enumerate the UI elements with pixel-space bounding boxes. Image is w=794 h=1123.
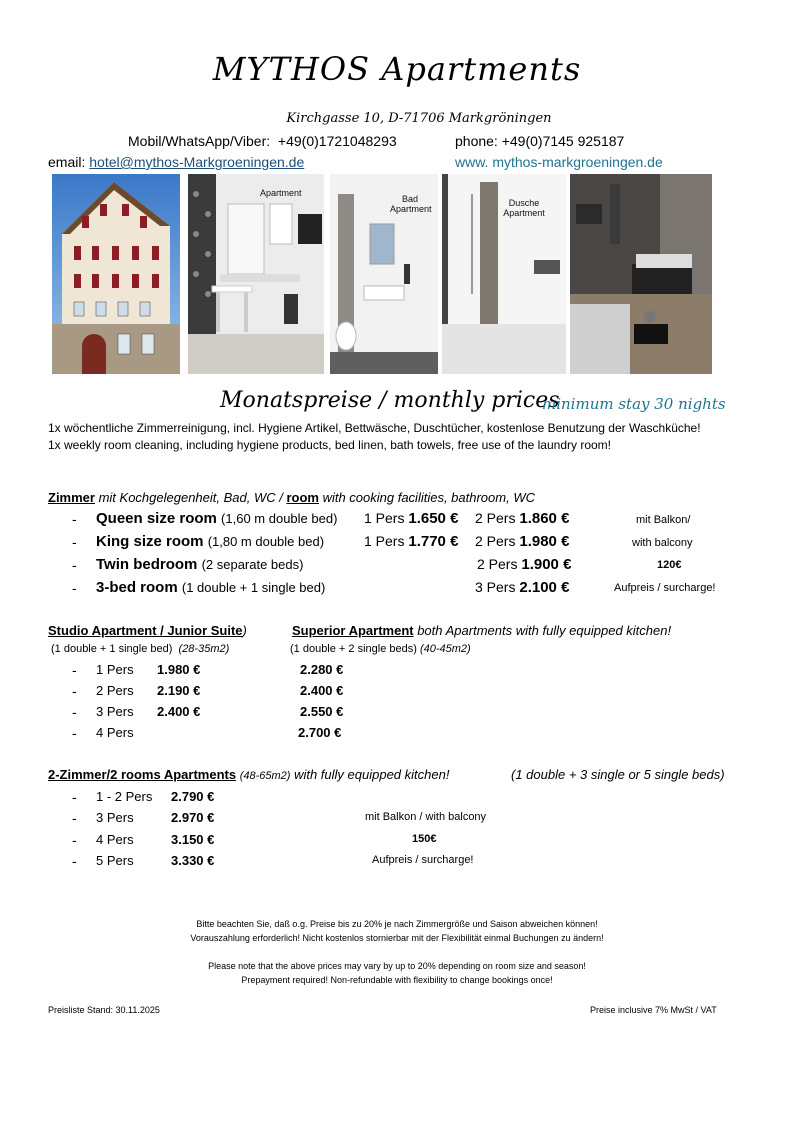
surcharge-amount: 120€ — [657, 559, 682, 571]
phone-label: phone: — [455, 133, 498, 149]
phone-line — [455, 133, 624, 149]
room-price-2: 2 Pers 1.900 € — [477, 556, 572, 573]
two-room-persons: 4 Pers — [96, 832, 134, 847]
list-dash: - — [72, 810, 77, 826]
page-title: MYTHOS Apartments — [212, 50, 582, 88]
shower-photo — [442, 174, 566, 374]
balcony-note: mit Balkon/ — [636, 514, 691, 526]
superior-price: 2.280 € — [300, 662, 344, 677]
email-label: email: — [48, 154, 86, 170]
apartment-photo — [188, 174, 324, 374]
list-dash: - — [72, 662, 77, 678]
mobile-label: Mobil/WhatsApp/Viber: — [128, 133, 271, 149]
bathroom-photo — [330, 174, 438, 374]
bathroom-photo-label: Bad Apartment — [390, 194, 432, 214]
building-photo — [52, 174, 180, 374]
footer-german-2: Vorauszahlung erforderlich! Nicht kostenlos stornierbar mit der Flexibilität einmal Buchungen zu ändern! — [190, 933, 604, 943]
footer-german-1: Bitte beachten Sie, daß o.g. Preise bis zu 20% je nach Zimmergröße und Saison abweichen können! — [196, 919, 598, 929]
room-name: Queen size room (1,60 m double bed) — [96, 510, 338, 527]
superior-price: 2.400 € — [300, 683, 344, 698]
studio-heading: Studio Apartment / Junior Suite) — [48, 623, 247, 638]
footer-english-1: Please note that the above prices may vary by up to 20% depending on room size and season! — [208, 961, 586, 971]
studio-price: 2.400 € — [157, 704, 201, 719]
studio-persons: 2 Pers — [96, 683, 134, 698]
rooms-heading — [48, 490, 535, 505]
monthly-heading: Monatspreise / monthly prices — [220, 388, 560, 413]
shower-photo-label: Dusche Apartment — [503, 198, 545, 218]
studio-persons: 1 Pers — [96, 662, 134, 677]
two-room-beds: (1 double + 3 single or 5 single beds) — [511, 767, 725, 782]
studio-persons: 3 Pers — [96, 704, 134, 719]
list-dash: - — [72, 789, 77, 805]
two-room-persons: 5 Pers — [96, 853, 134, 868]
superior-beds: (1 double + 2 single beds) (40-45m2) — [290, 643, 471, 655]
surcharge-note: Aufpreis / surcharge! — [372, 854, 474, 866]
rooms-heading-en-rest: with cooking facilities, bathroom, WC — [318, 490, 535, 505]
info-english: 1x weekly room cleaning, including hygiene products, bed linen, bath towels, free use of the laundry room! — [48, 438, 611, 452]
two-room-persons: 1 - 2 Pers — [96, 789, 153, 804]
list-dash: - — [72, 557, 77, 573]
price-list-date: Preisliste Stand: 30.11.2025 — [48, 1005, 160, 1015]
list-dash: - — [72, 832, 77, 848]
minimum-stay: minimum stay 30 nights — [542, 395, 726, 413]
room-price-2: 2 Pers 1.980 € — [475, 533, 570, 550]
two-room-persons: 3 Pers — [96, 810, 134, 825]
balcony-note: with balcony — [632, 537, 693, 549]
bedroom-photo — [570, 174, 712, 374]
mobile-number[interactable]: +49(0)1721048293 — [277, 133, 397, 149]
studio-beds: (1 double + 1 single bed) (28-35m2) — [51, 643, 230, 655]
address: Kirchgasse 10, D-71706 Markgröningen — [286, 111, 552, 126]
two-room-price: 2.790 € — [171, 789, 215, 804]
email-line — [48, 154, 304, 170]
studio-price: 2.190 € — [157, 683, 201, 698]
rooms-heading-en: room — [286, 490, 319, 505]
apartment-photo-label: Apartment — [260, 188, 302, 198]
list-dash: - — [72, 704, 77, 720]
list-dash: - — [72, 683, 77, 699]
room-price-2: 3 Pers 2.100 € — [475, 579, 570, 596]
superior-price: 2.550 € — [300, 704, 344, 719]
surcharge-note: Aufpreis / surcharge! — [614, 582, 716, 594]
balcony-note: mit Balkon / with balcony — [365, 811, 487, 823]
vat-note: Preise inclusive 7% MwSt / VAT — [590, 1005, 717, 1015]
list-dash: - — [72, 511, 77, 527]
room-name: 3-bed room (1 double + 1 single bed) — [96, 579, 326, 596]
rooms-heading-de: Zimmer — [48, 490, 95, 505]
two-room-price: 3.150 € — [171, 832, 215, 847]
studio-persons: 4 Pers — [96, 725, 134, 740]
rooms-heading-de-rest: mit Kochgelegenheit, Bad, WC / — [94, 490, 287, 505]
room-name: King size room (1,80 m double bed) — [96, 533, 325, 550]
footer-english-2: Prepayment required! Non-refundable with flexibility to change bookings once! — [241, 975, 553, 985]
two-room-heading: 2-Zimmer/2 rooms Apartments (48-65m2) with fully equipped kitchen! — [48, 767, 450, 782]
two-room-price: 3.330 € — [171, 853, 215, 868]
studio-price: 1.980 € — [157, 662, 201, 677]
room-price-1: 1 Pers 1.650 € — [364, 510, 459, 527]
two-room-price: 2.970 € — [171, 810, 215, 825]
superior-price: 2.700 € — [298, 725, 342, 740]
website-link[interactable]: www. mythos-markgroeningen.de — [455, 154, 663, 170]
superior-heading: Superior Apartment both Apartments with fully equipped kitchen! — [292, 623, 672, 638]
mobile-line — [128, 133, 397, 149]
list-dash: - — [72, 580, 77, 596]
list-dash: - — [72, 725, 77, 741]
email-link[interactable]: hotel@mythos-Markgroeningen.de — [89, 154, 305, 170]
list-dash: - — [72, 534, 77, 550]
room-name: Twin bedroom (2 separate beds) — [96, 556, 304, 573]
room-price-1: 1 Pers 1.770 € — [364, 533, 459, 550]
list-dash: - — [72, 853, 77, 869]
info-german: 1x wöchentliche Zimmerreinigung, incl. Hygiene Artikel, Bettwäsche, Duschtücher, kostenlose Benutzung der Waschküche! — [48, 421, 701, 435]
phone-number[interactable]: +49(0)7145 925187 — [501, 133, 625, 149]
room-price-2: 2 Pers 1.860 € — [475, 510, 570, 527]
surcharge-amount: 150€ — [412, 833, 437, 845]
